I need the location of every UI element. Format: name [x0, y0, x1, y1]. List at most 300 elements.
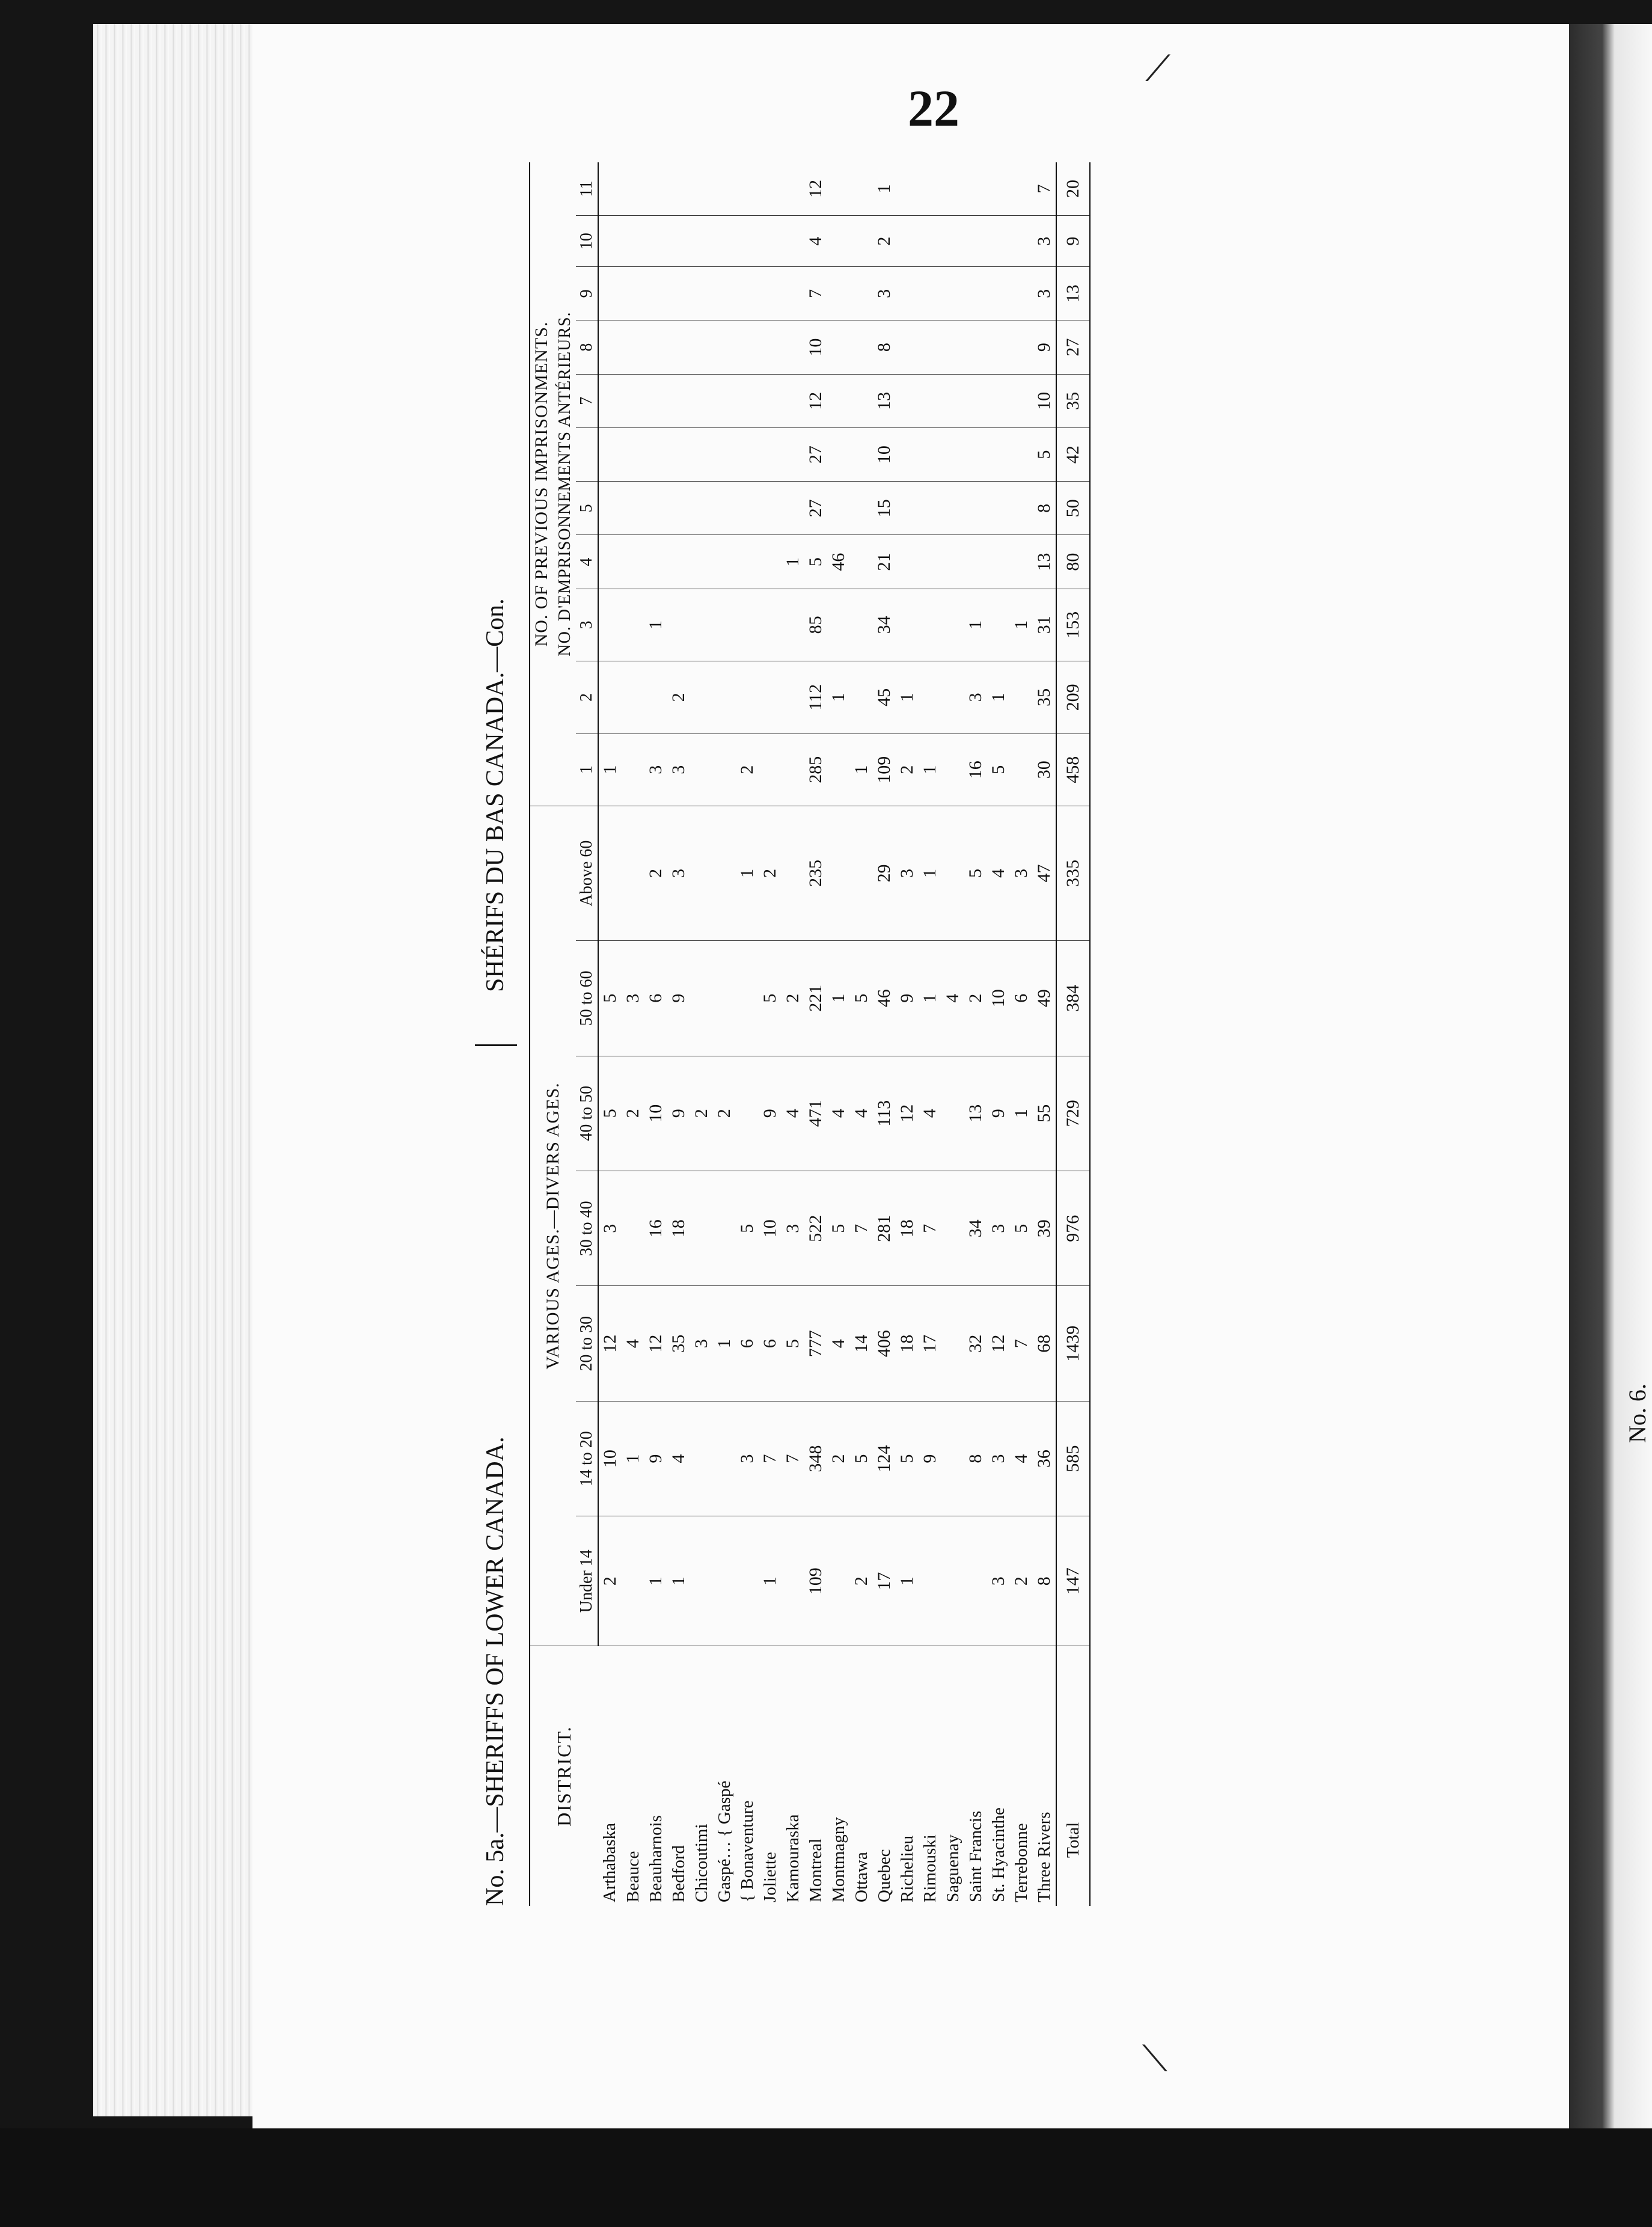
table-cell: 1	[919, 806, 941, 940]
table-cell: 18	[667, 1171, 690, 1286]
table-cell	[713, 374, 736, 427]
table-cell: 2	[759, 806, 782, 940]
table-cell	[736, 1516, 759, 1646]
table-cell	[1010, 267, 1033, 320]
table-cell	[919, 427, 941, 481]
table-cell: 9	[987, 1056, 1010, 1171]
table-cell	[667, 267, 690, 320]
total-cell: 13	[1056, 267, 1090, 320]
title-separator	[475, 1044, 517, 1046]
table-cell	[622, 1516, 644, 1646]
table-cell: 3	[987, 1401, 1010, 1516]
table-cell: 47	[1033, 806, 1056, 940]
table-cell	[941, 1516, 964, 1646]
total-cell: 27	[1056, 320, 1090, 374]
table-cell	[759, 734, 782, 806]
table-cell: 406	[873, 1286, 896, 1401]
table-cell	[667, 162, 690, 216]
table-cell: 1	[736, 806, 759, 940]
table-cell	[896, 162, 919, 216]
page-edges	[93, 24, 274, 2116]
table-cell: 9	[1033, 320, 1056, 374]
table-cell	[941, 374, 964, 427]
table-cell	[598, 320, 622, 374]
table-cell	[919, 661, 941, 734]
table-cell	[598, 427, 622, 481]
column-subheaders	[576, 162, 598, 1906]
column-header: 11	[576, 162, 598, 216]
table-cell	[1010, 374, 1033, 427]
table-cell: 9	[896, 941, 919, 1056]
table-cell: 36	[1033, 1401, 1056, 1516]
total-cell: 80	[1056, 535, 1090, 589]
table-cell	[941, 1401, 964, 1516]
table-cell	[667, 427, 690, 481]
title-french: SHÉRIFS DU BAS CANADA.—Con.	[482, 598, 509, 992]
table-cell: 1	[644, 1516, 667, 1646]
column-header-district: DISTRICT.	[530, 1646, 598, 1907]
table-row	[1033, 162, 1056, 1906]
table-cell	[919, 482, 941, 535]
table-cell: 9	[667, 941, 690, 1056]
table-cell	[713, 427, 736, 481]
table-cell: 5	[759, 941, 782, 1056]
table-cell	[644, 374, 667, 427]
table-cell: 2	[782, 941, 804, 1056]
total-label: Total	[1056, 1646, 1090, 1907]
table-cell: 3	[782, 1171, 804, 1286]
total-cell: 35	[1056, 374, 1090, 427]
table-cell: 1	[850, 734, 873, 806]
table-cell	[896, 482, 919, 535]
total-cell: 976	[1056, 1171, 1090, 1286]
table-row	[873, 162, 896, 1906]
table-cell: 1	[987, 661, 1010, 734]
table-cell	[850, 162, 873, 216]
table-cell	[690, 374, 713, 427]
table-cell	[941, 427, 964, 481]
table-cell: 5	[1010, 1171, 1033, 1286]
table-cell	[736, 162, 759, 216]
table-row	[1010, 162, 1033, 1906]
table-cell	[713, 267, 736, 320]
table-row	[667, 162, 690, 1906]
table-cell: 3	[598, 1171, 622, 1286]
table-cell	[919, 320, 941, 374]
table-cell	[1010, 427, 1033, 481]
table-cell: 27	[804, 482, 827, 535]
table-cell	[598, 535, 622, 589]
table-cell: 3	[667, 806, 690, 940]
table-cell	[690, 941, 713, 1056]
table-row	[736, 162, 759, 1906]
table-cell	[759, 267, 782, 320]
table-cell: 1	[622, 1401, 644, 1516]
total-cell: 458	[1056, 734, 1090, 806]
table-cell: 777	[804, 1286, 827, 1401]
total-cell: 384	[1056, 941, 1090, 1056]
table-cell: 3	[1010, 806, 1033, 940]
table-cell	[667, 535, 690, 589]
table-cell: 32	[964, 1286, 987, 1401]
table-cell	[987, 374, 1010, 427]
table-cell	[964, 162, 987, 216]
table-cell: 4	[987, 806, 1010, 940]
district-name: Saint Francis	[965, 1810, 985, 1902]
column-header: 4	[576, 535, 598, 589]
table-cell	[736, 374, 759, 427]
table-cell: 17	[919, 1286, 941, 1401]
table-cell	[782, 1516, 804, 1646]
total-row	[1056, 162, 1090, 1906]
table-cell: 3	[736, 1401, 759, 1516]
table-cell	[987, 482, 1010, 535]
table-cell	[736, 941, 759, 1056]
table-cell: 6	[736, 1286, 759, 1401]
table-cell: 1	[644, 589, 667, 661]
table-cell: 109	[804, 1516, 827, 1646]
table-cell: 4	[804, 216, 827, 267]
table-cell	[690, 806, 713, 940]
table-cell: 7	[759, 1401, 782, 1516]
table-cell	[941, 806, 964, 940]
pencil-mark: ⟍	[1142, 2039, 1167, 2078]
table-cell	[690, 162, 713, 216]
table-cell	[713, 1516, 736, 1646]
table-cell	[941, 162, 964, 216]
table-cell	[622, 267, 644, 320]
table-cell: 1	[827, 941, 850, 1056]
table-cell	[759, 162, 782, 216]
table-cell	[919, 267, 941, 320]
table-cell: 39	[1033, 1171, 1056, 1286]
table-row	[713, 162, 736, 1906]
table-cell	[896, 427, 919, 481]
table-cell	[690, 1401, 713, 1516]
total-cell: 50	[1056, 482, 1090, 535]
table-cell	[987, 320, 1010, 374]
table-cell	[690, 267, 713, 320]
table-cell: 4	[827, 1286, 850, 1401]
table-cell	[644, 535, 667, 589]
table-cell: 6	[644, 941, 667, 1056]
table-cell: 17	[873, 1516, 896, 1646]
column-header: 9	[576, 267, 598, 320]
table-cell	[827, 482, 850, 535]
district-name: Joliette	[760, 1852, 780, 1902]
column-header: 14 to 20	[576, 1401, 598, 1516]
table-cell: 10	[1033, 374, 1056, 427]
table-cell: 7	[782, 1401, 804, 1516]
total-cell: 9	[1056, 216, 1090, 267]
table-cell	[644, 661, 667, 734]
table-cell: 5	[804, 535, 827, 589]
district-name: Quebec	[874, 1849, 894, 1902]
table-cell	[622, 162, 644, 216]
table-cell	[622, 535, 644, 589]
total-cell: 42	[1056, 427, 1090, 481]
table-cell: 3	[987, 1171, 1010, 1286]
table-cell	[622, 806, 644, 940]
table-cell: 10	[987, 941, 1010, 1056]
table-cell	[782, 661, 804, 734]
district-name: Terrebonne	[1011, 1823, 1031, 1902]
table-cell: 4	[667, 1401, 690, 1516]
table-cell	[690, 734, 713, 806]
column-header: 10	[576, 216, 598, 267]
table-cell: 5	[850, 1401, 873, 1516]
table-row	[919, 162, 941, 1906]
table-cell: 5	[1033, 427, 1056, 481]
table-cell	[987, 267, 1010, 320]
table-cell: 7	[1033, 162, 1056, 216]
table-cell	[667, 216, 690, 267]
table-cell	[598, 482, 622, 535]
table-cell: 13	[873, 374, 896, 427]
table-cell: 113	[873, 1056, 896, 1171]
table-cell	[896, 320, 919, 374]
table-cell	[827, 320, 850, 374]
table-cell	[736, 216, 759, 267]
table-cell: 9	[759, 1056, 782, 1171]
table-cell: 1	[919, 734, 941, 806]
district-name: Ottawa	[851, 1852, 871, 1902]
table-cell: 5	[782, 1286, 804, 1401]
table-cell	[782, 589, 804, 661]
table-cell: 1	[759, 1516, 782, 1646]
table-row	[690, 162, 713, 1906]
table-cell: 2	[827, 1401, 850, 1516]
district-name: Gaspé… { Gaspé	[714, 1780, 734, 1902]
table-cell	[1010, 661, 1033, 734]
table-cell	[622, 427, 644, 481]
table-cell: 3	[964, 661, 987, 734]
table-cell	[850, 320, 873, 374]
table-cell	[736, 535, 759, 589]
table-cell: 2	[690, 1056, 713, 1171]
table-cell	[827, 216, 850, 267]
table-cell	[690, 1516, 713, 1646]
district-name: Saguenay	[943, 1834, 962, 1902]
table-cell	[964, 1516, 987, 1646]
district-name: St. Hyacinthe	[988, 1807, 1008, 1902]
table-cell	[919, 216, 941, 267]
table-cell	[941, 589, 964, 661]
table-cell	[896, 216, 919, 267]
table-cell: 15	[873, 482, 896, 535]
total-cell: 585	[1056, 1401, 1090, 1516]
table-cell	[941, 1171, 964, 1286]
table-cell: 18	[896, 1286, 919, 1401]
table-cell	[622, 374, 644, 427]
table-cell: 2	[1010, 1516, 1033, 1646]
table-cell: 85	[804, 589, 827, 661]
table-cell: 2	[964, 941, 987, 1056]
table-cell	[941, 661, 964, 734]
table-cell	[713, 589, 736, 661]
table-cell: 1	[667, 1516, 690, 1646]
table-cell: 8	[1033, 1516, 1056, 1646]
table-cell	[667, 482, 690, 535]
table-cell	[690, 589, 713, 661]
table-row	[598, 162, 622, 1906]
table-cell	[850, 267, 873, 320]
table-cell	[690, 661, 713, 734]
table-cell: 5	[736, 1171, 759, 1286]
column-header: 40 to 50	[576, 1056, 598, 1171]
table-row	[759, 162, 782, 1906]
table-cell	[850, 482, 873, 535]
table-cell: 109	[873, 734, 896, 806]
table-cell: 55	[1033, 1056, 1056, 1171]
table-cell	[827, 374, 850, 427]
table-cell: 2	[873, 216, 896, 267]
table-cell	[667, 320, 690, 374]
title-english: No. 5a.—SHERIFFS OF LOWER CANADA.	[482, 1436, 509, 1906]
table-cell	[827, 427, 850, 481]
table-cell	[759, 589, 782, 661]
district-name: Richelieu	[897, 1835, 917, 1902]
table-cell	[919, 374, 941, 427]
table-cell: 1	[598, 734, 622, 806]
district-name: Montmagny	[828, 1817, 848, 1902]
table-cell	[644, 267, 667, 320]
table-cell: 4	[850, 1056, 873, 1171]
table-cell	[690, 427, 713, 481]
table-cell: 8	[964, 1401, 987, 1516]
table-cell	[736, 1056, 759, 1171]
table-cell	[736, 320, 759, 374]
table-cell: 12	[987, 1286, 1010, 1401]
ages-group-label: VARIOUS AGES.—DIVERS AGES.	[543, 1082, 563, 1370]
table-cell: 3	[896, 806, 919, 940]
table-row	[941, 162, 964, 1906]
table-cell	[598, 267, 622, 320]
table-cell: 7	[1010, 1286, 1033, 1401]
table-cell: 31	[1033, 589, 1056, 661]
table-cell: 10	[759, 1171, 782, 1286]
table-cell	[644, 427, 667, 481]
table-cell	[941, 320, 964, 374]
table-row	[622, 162, 644, 1906]
table-cell	[736, 267, 759, 320]
table-cell: 10	[644, 1056, 667, 1171]
table-cell	[759, 320, 782, 374]
table-cell	[690, 1171, 713, 1286]
table-cell: 29	[873, 806, 896, 940]
column-header: 50 to 60	[576, 941, 598, 1056]
table-cell	[919, 589, 941, 661]
table-cell	[964, 535, 987, 589]
table-cell: 2	[622, 1056, 644, 1171]
column-group-ages	[530, 806, 576, 1646]
table-cell	[690, 216, 713, 267]
table-cell	[941, 535, 964, 589]
table-cell: 49	[1033, 941, 1056, 1056]
table-cell: 2	[736, 734, 759, 806]
table-row	[964, 162, 987, 1906]
table-cell: 221	[804, 941, 827, 1056]
column-header: 1	[576, 734, 598, 806]
table-cell	[850, 661, 873, 734]
table-cell	[644, 162, 667, 216]
table-cell	[782, 267, 804, 320]
table-cell: 8	[1033, 482, 1056, 535]
table-cell	[598, 162, 622, 216]
column-header: Above 60	[576, 806, 598, 940]
table-cell	[690, 535, 713, 589]
district-name: Rimouski	[920, 1834, 940, 1902]
table-cell: 35	[1033, 661, 1056, 734]
table-cell: 18	[896, 1171, 919, 1286]
table-cell	[598, 806, 622, 940]
table-cell	[941, 1286, 964, 1401]
table-cell	[987, 535, 1010, 589]
table-cell: 45	[873, 661, 896, 734]
table-cell	[850, 427, 873, 481]
table-cell	[827, 734, 850, 806]
table-cell: 1	[919, 941, 941, 1056]
table-cell	[622, 734, 644, 806]
district-name: Kamouraska	[783, 1814, 803, 1902]
table-cell: 3	[873, 267, 896, 320]
table-cell: 124	[873, 1401, 896, 1516]
district-name: Three Rivers	[1034, 1812, 1054, 1902]
table-cell: 348	[804, 1401, 827, 1516]
table-row	[896, 162, 919, 1906]
table-cell: 522	[804, 1171, 827, 1286]
table-cell: 7	[804, 267, 827, 320]
table-cell	[713, 216, 736, 267]
table-cell: 4	[941, 941, 964, 1056]
table-cell: 9	[644, 1401, 667, 1516]
table-cell	[782, 216, 804, 267]
table-cell: 4	[782, 1056, 804, 1171]
total-cell: 729	[1056, 1056, 1090, 1171]
table-cell	[759, 374, 782, 427]
table-cell	[850, 535, 873, 589]
table-cell	[964, 374, 987, 427]
column-header: 5	[576, 482, 598, 535]
table-cell	[827, 589, 850, 661]
table-cell: 46	[873, 941, 896, 1056]
table-cell: 14	[850, 1286, 873, 1401]
table-cell	[964, 482, 987, 535]
page-number: 22	[908, 79, 959, 137]
district-name: Chicoutimi	[691, 1824, 711, 1902]
table-cell	[759, 427, 782, 481]
table-cell	[736, 482, 759, 535]
table-cell: 235	[804, 806, 827, 940]
column-header	[576, 427, 598, 481]
table-cell	[713, 482, 736, 535]
table-cell	[941, 1056, 964, 1171]
table-cell	[622, 661, 644, 734]
table-cell	[759, 661, 782, 734]
table-cell	[736, 661, 759, 734]
table-cell: 27	[804, 427, 827, 481]
column-header: Under 14	[576, 1516, 598, 1646]
table-cell	[713, 162, 736, 216]
table-cell	[896, 535, 919, 589]
table-cell: 1	[873, 162, 896, 216]
table-cell	[713, 535, 736, 589]
table-row	[987, 162, 1010, 1906]
table-cell: 30	[1033, 734, 1056, 806]
table-cell	[782, 806, 804, 940]
table-cell: 68	[1033, 1286, 1056, 1401]
column-header: 20 to 30	[576, 1286, 598, 1401]
